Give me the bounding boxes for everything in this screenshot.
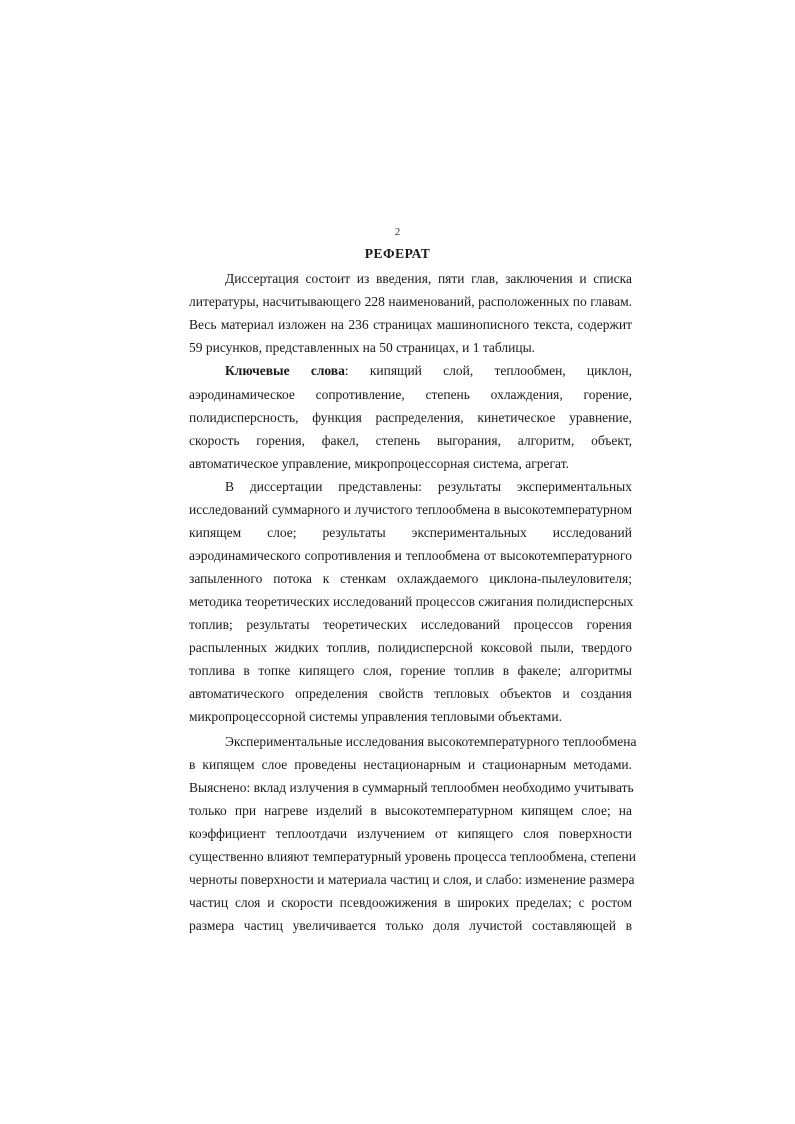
keywords-line: скорость горения, факел, степень выгорания, алгоритм, объект, xyxy=(189,433,632,448)
page-number: 2 xyxy=(394,226,401,238)
keywords-label: Ключевые слова xyxy=(225,363,345,378)
keywords-line: полидисперсность, функция распределения, кинетическое уравнение, xyxy=(189,410,632,425)
paragraph-3-line: В диссертации представлены: результаты экспериментальных xyxy=(225,479,632,494)
paragraph-3-line: распыленных жидких топлив, полидисперсной коксовой пыли, твердого xyxy=(189,640,632,655)
keywords-first-line-text: : кипящий слой, теплообмен, циклон, xyxy=(344,363,632,378)
keywords-first-line xyxy=(225,362,632,380)
paragraph-3-line: автоматического определения свойств тепловых объектов и создания xyxy=(189,686,632,701)
page-title: РЕФЕРАТ xyxy=(364,246,431,261)
paragraph-4-line: черноты поверхности и материала частиц и слоя, и слабо: изменение размера xyxy=(189,872,635,887)
paragraph-4-line: существенно влияют температурный уровень процесса теплообмена, степени xyxy=(189,849,636,864)
paragraph-4-line: коэффициент теплоотдачи излучением от кипящего слоя поверхности xyxy=(189,826,632,841)
paragraph-1-line: литературы, насчитывающего 228 наименований, расположенных по главам. xyxy=(189,294,632,309)
paragraph-3-line: аэродинамического сопротивления и теплообмена от высокотемпературного xyxy=(189,548,632,563)
paragraph-4-line: размера частиц увеличивается только доля лучистой составляющей в xyxy=(189,918,632,933)
paragraph-1-line: Диссертация состоит из введения, пяти глав, заключения и списка xyxy=(225,271,632,286)
paragraph-3-line: исследований суммарного и лучистого теплообмена в высокотемпературном xyxy=(189,502,632,517)
keywords-line: аэродинамическое сопротивление, степень охлаждения, горение, xyxy=(189,387,632,402)
paragraph-4-line: Выяснено: вклад излучения в суммарный теплообмен необходимо учитывать xyxy=(189,780,634,795)
paragraph-3-line: кипящем слое; результаты экспериментальных исследований xyxy=(189,525,632,540)
paragraph-4-line: частиц слоя и скорости псевдоожижения в широких пределах; с ростом xyxy=(189,895,632,910)
paragraph-4-line: только при нагреве изделий в высокотемпературном кипящем слое; на xyxy=(189,803,632,818)
paragraph-1-line: 59 рисунков, представленных на 50 страницах, и 1 таблицы. xyxy=(189,340,536,355)
keywords-line: автоматическое управление, микропроцессорная система, агрегат. xyxy=(189,456,569,471)
paragraph-3-line: топлива в топке кипящего слоя, горение топлив в факеле; алгоритмы xyxy=(189,663,632,678)
paragraph-3-line: микропроцессорной системы управления тепловыми объектами. xyxy=(189,709,562,724)
paragraph-1-line: Весь материал изложен на 236 страницах машинописного текста, содержит xyxy=(189,317,632,332)
paragraph-4-line: Экспериментальные исследования высокотемпературного теплообмена xyxy=(225,734,637,749)
paragraph-4-line: в кипящем слое проведены нестационарным и стационарным методами. xyxy=(189,757,632,772)
paragraph-3-line: топлив; результаты теоретических исследований процессов горения xyxy=(189,617,632,632)
paragraph-3-line: запыленного потока к стенкам охлаждаемого циклона-пылеуловителя; xyxy=(189,571,632,586)
paragraph-3-line: методика теоретических исследований процессов сжигания полидисперсных xyxy=(189,594,634,609)
